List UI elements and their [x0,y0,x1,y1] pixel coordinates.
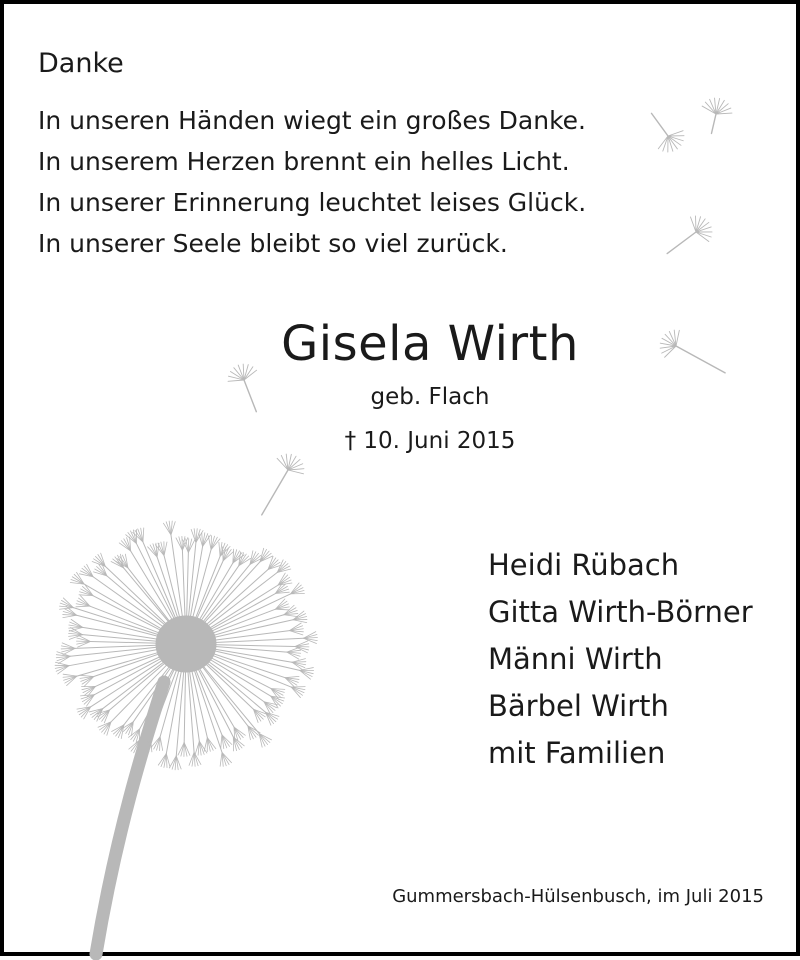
place-date: Gummersbach-Hülsenbusch, im Juli 2015 [392,886,764,907]
mourners-list [488,542,753,777]
mourner: Männi Wirth [488,636,753,683]
mourner: Gitta Wirth-Börner [488,589,753,636]
mourner: Bärbel Wirth [488,683,753,730]
poem-line: In unserer Seele bleibt so viel zurück. [38,223,586,264]
heading: Danke [38,48,124,79]
mourner: mit Familien [488,730,753,777]
birth-name: geb. Flach [4,384,800,410]
poem [38,100,586,264]
deceased-name: Gisela Wirth [4,316,800,372]
poem-line: In unserer Erinnerung leuchtet leises Glück. [38,182,586,223]
mourner: Heidi Rübach [488,542,753,589]
death-date: † 10. Juni 2015 [4,428,800,454]
poem-line: In unseren Händen wiegt ein großes Danke. [38,100,586,141]
poem-line: In unserem Herzen brennt ein helles Licht. [38,141,586,182]
